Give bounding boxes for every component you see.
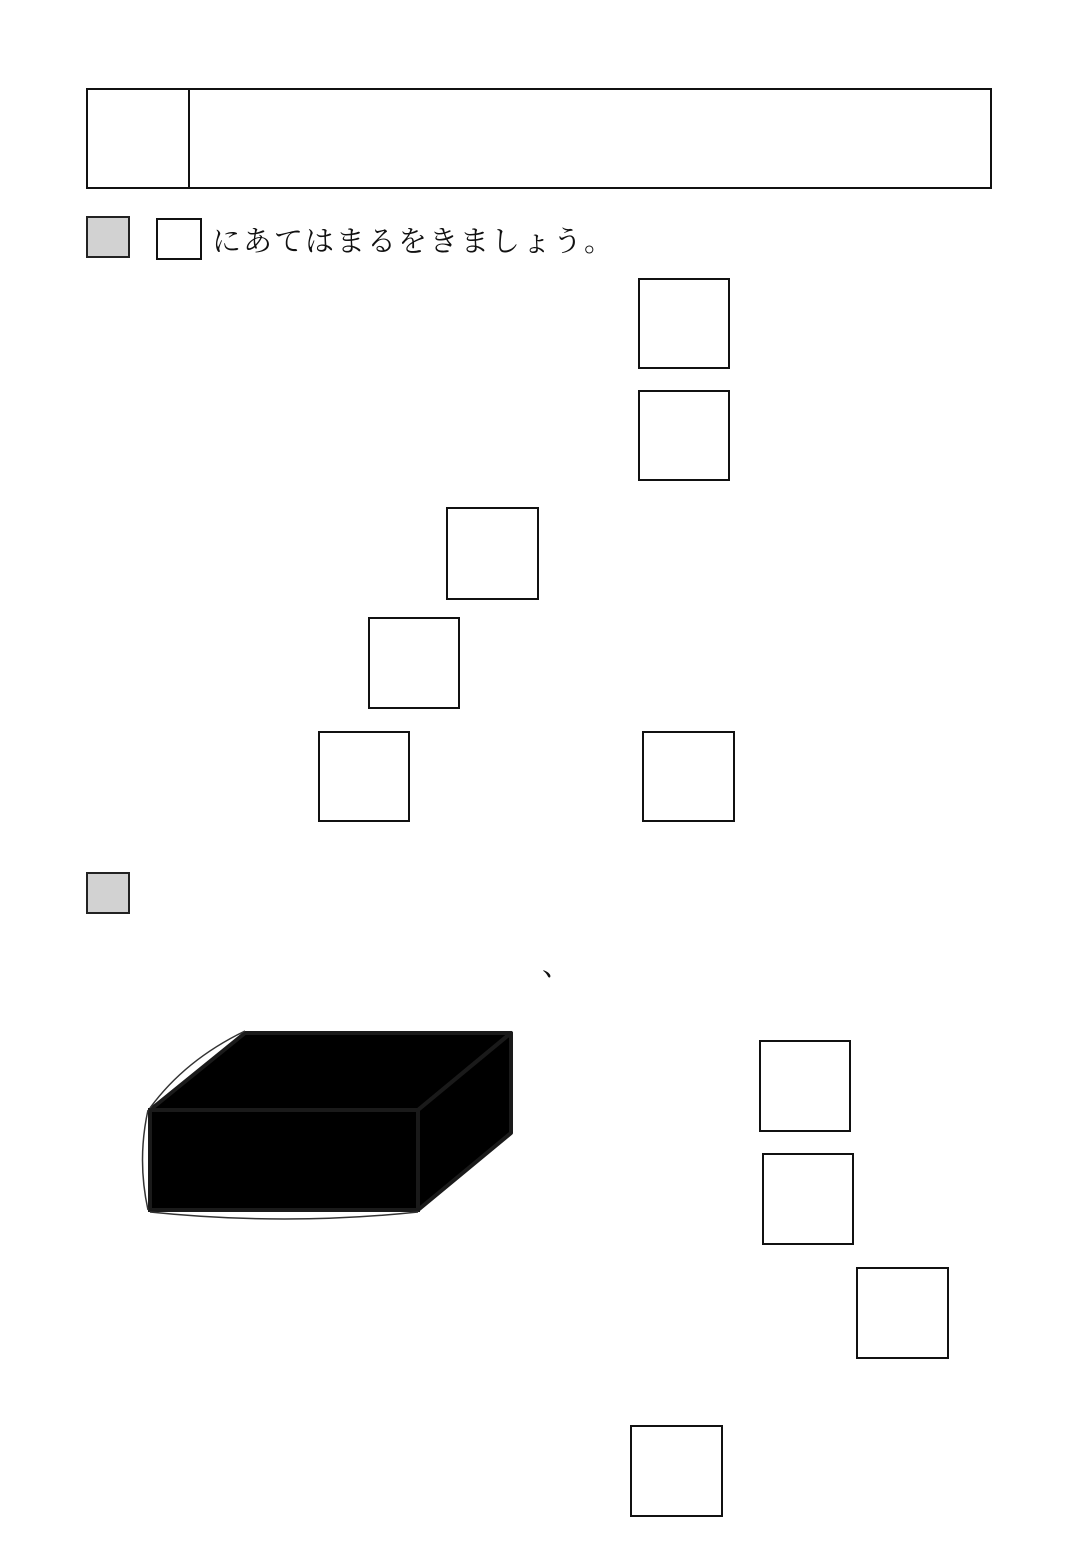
name-label xyxy=(88,90,190,187)
answer-box-4[interactable] xyxy=(368,617,460,709)
q13-instruction: にあてはまる を きましょう。 xyxy=(212,224,616,258)
edge-count-answer-box[interactable] xyxy=(630,1425,723,1517)
example-box-icon xyxy=(156,218,202,260)
answer-box-5[interactable] xyxy=(318,731,410,822)
edges-answer-box[interactable] xyxy=(762,1153,854,1245)
vertices-answer-box[interactable] xyxy=(856,1267,949,1359)
question-number-14 xyxy=(86,872,130,914)
q14-sub1-line1: 、 xyxy=(542,948,574,982)
height-brace xyxy=(143,1110,149,1210)
answer-box-3[interactable] xyxy=(446,507,539,600)
width-brace xyxy=(150,1212,418,1219)
name-field[interactable] xyxy=(86,88,992,189)
box-front-face xyxy=(150,1110,418,1210)
question-number-13 xyxy=(86,216,130,258)
answer-box-6[interactable] xyxy=(642,731,735,822)
faces-answer-box[interactable] xyxy=(759,1040,851,1132)
rectangular-box-figure xyxy=(95,1020,525,1250)
answer-box-2[interactable] xyxy=(638,390,730,481)
answer-box-1[interactable] xyxy=(638,278,730,369)
